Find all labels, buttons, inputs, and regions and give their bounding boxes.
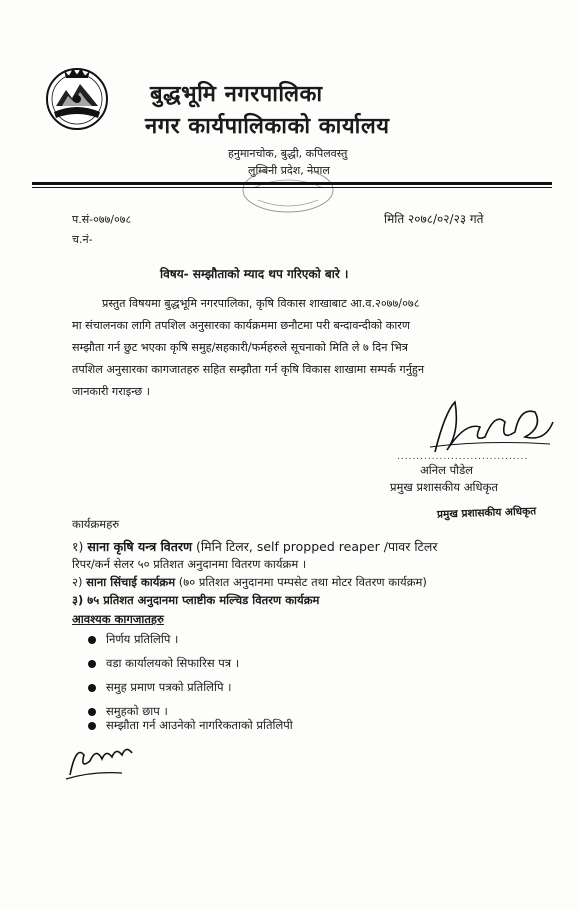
program-item-3: ३) ७५ प्रतिशत अनुदानमा प्लाष्टीक मल्चिड वितरण कार्यक्रम: [72, 593, 320, 607]
program-item-1-continued: रिपर/कर्न सेलर ५० प्रतिशत अनुदानमा वितरण कार्यक्रम ।: [72, 557, 307, 571]
program-item-1-title: साना कृषि यन्त्र वितरण: [87, 539, 193, 554]
program-item-1-detail: (मिनि टिलर, self propped reaper /पावर टिलर: [192, 539, 438, 554]
signature-line: ..................................: [397, 452, 529, 462]
document-list-item: [88, 656, 239, 671]
program-item-2-title: साना सिंचाई कार्यक्रम: [86, 575, 176, 589]
address-line-1: हनुमानचोक, बुद्धी, कपिलवस्तु: [228, 147, 348, 160]
program-item-2-detail: (७० प्रतिशत अनुदानमा पम्पसेट तथा मोटर वितरण कार्यक्रम): [175, 575, 427, 589]
header-divider-thick: [32, 182, 552, 185]
address-line-2: लुम्बिनी प्रदेश, नेपाल: [248, 164, 330, 177]
header-divider-thin: [32, 187, 552, 188]
document-list-item: [88, 718, 293, 733]
officer-title: प्रमुख प्रशासकीय अधिकृत: [390, 480, 498, 494]
document-list-item: [88, 704, 168, 719]
dispatch-number: च.नं-: [72, 233, 93, 246]
document-list-item: [88, 680, 232, 695]
office-round-stamp: [238, 170, 338, 225]
officer-title-stamp: प्रमुख प्रशासकीय अधिकृत: [436, 505, 537, 521]
municipality-emblem-logo: [42, 62, 112, 132]
secondary-signature: [62, 735, 142, 783]
documents-heading: आवश्यक कागजातहरु: [72, 612, 164, 626]
body-line: जानकारी गराइन्छ ।: [72, 385, 151, 398]
program-item-1: [72, 538, 437, 555]
document-list-item: [88, 632, 178, 647]
letter-subject: विषय- सम्झौताको म्याद थप गरिएको बारे ।: [160, 267, 349, 281]
program-item-1-number: १): [72, 539, 84, 554]
body-line: प्रस्तुत विषयमा बुद्धभूमि नगरपालिका, कृषि विकास शाखाबाट आ.व.२०७७/०७८: [102, 297, 420, 310]
body-line: तपशिल अनुसारका कागजातहरु सहित सम्झौता गर्न कृषि विकास शाखामा सम्पर्क गर्नुहुन: [72, 363, 425, 376]
reference-number: प.सं-०७७/०७८: [72, 213, 132, 226]
document-item-text: समुहको छाप ।: [106, 704, 168, 718]
body-line: मा संचालनका लागि तपशिल अनुसारका कार्यक्रममा छनौटमा परी बन्दावन्दीको कारण: [72, 319, 410, 332]
document-item-text: वडा कार्यालयको सिफारिस पत्र ।: [106, 656, 240, 670]
document-item-text: समुह प्रमाण पत्रको प्रतिलिपि ।: [106, 680, 232, 694]
bullet-icon: [88, 708, 96, 716]
bullet-icon: [88, 722, 96, 730]
document-item-text: सम्झौता गर्न आउनेको नागरिकताको प्रतिलिपी: [106, 718, 293, 732]
bullet-icon: [88, 636, 96, 644]
office-subtitle: नगर कार्यपालिकाको कार्यालय: [145, 114, 390, 139]
programs-heading: कार्यक्रमहरु: [72, 517, 120, 531]
body-line: सम्झौता गर्न छुट भएका कृषि समुह/सहकारी/फर्महरुले सूचनाको मिति ले ७ दिन भित्र: [72, 341, 408, 354]
office-name: बुद्धभूमि नगरपालिका: [150, 82, 323, 107]
program-item-2-number: २): [72, 575, 83, 589]
bullet-icon: [88, 684, 96, 692]
program-item-2: [72, 575, 427, 590]
letter-date: मिति २०७८/०२/२३ गते: [384, 212, 484, 226]
officer-name: अनिल पौडेल: [420, 463, 474, 477]
document-item-text: निर्णय प्रतिलिपि ।: [106, 632, 179, 646]
bullet-icon: [88, 660, 96, 668]
